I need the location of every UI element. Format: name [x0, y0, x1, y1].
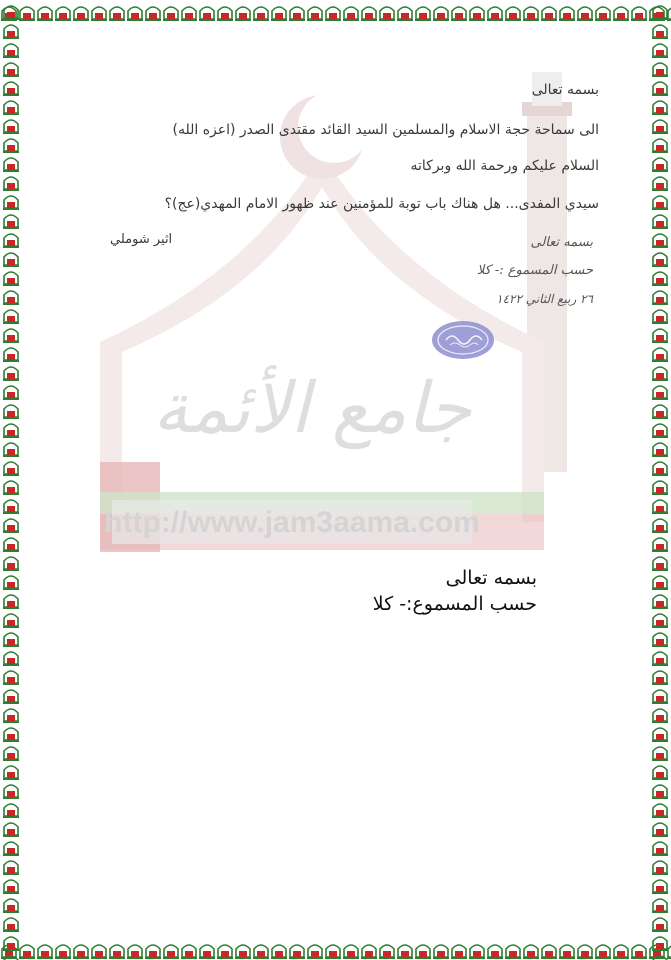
- border-tile: [253, 7, 269, 21]
- border-tile: [3, 177, 19, 191]
- border-tile: [199, 7, 215, 21]
- border-tile: [37, 7, 53, 21]
- border-tile: [307, 7, 323, 21]
- border-tile: [271, 945, 287, 959]
- border-tile: [652, 500, 668, 514]
- border-tile: [343, 945, 359, 959]
- border-tile: [469, 7, 485, 21]
- letter-sender: اثير شوملي: [110, 232, 173, 247]
- border-tile: [541, 7, 557, 21]
- border-tile: [652, 82, 668, 96]
- border-tile: [217, 945, 233, 959]
- border-tile: [652, 880, 668, 894]
- border-tile: [3, 519, 19, 533]
- border-tile: [109, 945, 125, 959]
- border-tile: [3, 576, 19, 590]
- border-tile: [127, 7, 143, 21]
- border-tile: [217, 7, 233, 21]
- border-tile: [3, 196, 19, 210]
- border-tile: [343, 7, 359, 21]
- watermark-calligraphy: جامع الأئمة: [152, 367, 472, 449]
- border-tile: [652, 405, 668, 419]
- border-tile: [3, 823, 19, 837]
- border-tile: [91, 945, 107, 959]
- border-tile: [652, 386, 668, 400]
- border-tile: [652, 766, 668, 780]
- border-tile: [652, 158, 668, 172]
- border-tile: [652, 63, 668, 77]
- border-tile: [613, 945, 629, 959]
- border-tile: [235, 7, 251, 21]
- border-tile: [3, 614, 19, 628]
- border-tile: [3, 671, 19, 685]
- border-tile: [3, 25, 19, 39]
- typed-answer: حسب المسموع:- كلا: [372, 593, 537, 615]
- border-tile: [523, 7, 539, 21]
- border-tile: [397, 7, 413, 21]
- border-tile: [652, 196, 668, 210]
- border-tile: [652, 6, 668, 20]
- border-tile: [595, 945, 611, 959]
- border-tile: [289, 7, 305, 21]
- border-tile: [652, 595, 668, 609]
- border-tile: [652, 899, 668, 913]
- border-tile: [3, 557, 19, 571]
- border-tile: [652, 139, 668, 153]
- border-tile: [652, 424, 668, 438]
- border-tile: [559, 7, 575, 21]
- border-tile: [3, 329, 19, 343]
- border-tile: [631, 945, 647, 959]
- border-tile: [55, 7, 71, 21]
- border-tile: [379, 7, 395, 21]
- border-tile: [652, 614, 668, 628]
- border-tile: [3, 595, 19, 609]
- border-tile: [652, 234, 668, 248]
- border-tile: [361, 945, 377, 959]
- border-tile: [652, 842, 668, 856]
- letter-question: سيدي المفدى... هل هناك باب توبة للمؤمنين عند ظهور الامام المهدي(عج)؟: [164, 196, 599, 212]
- border-tile: [289, 945, 305, 959]
- border-tile: [577, 945, 593, 959]
- border-tile: [652, 367, 668, 381]
- border-tile: [181, 7, 197, 21]
- border-tile: [145, 945, 161, 959]
- border-tile: [505, 945, 521, 959]
- border-tile: [3, 158, 19, 172]
- border-tile: [3, 538, 19, 552]
- border-tile: [652, 44, 668, 58]
- border-tile: [652, 215, 668, 229]
- border-tile: [3, 899, 19, 913]
- border-tile: [3, 386, 19, 400]
- border-tile: [652, 519, 668, 533]
- border-tile: [3, 766, 19, 780]
- border-tile: [361, 7, 377, 21]
- border-tile: [91, 7, 107, 21]
- border-tile: [652, 918, 668, 932]
- border-tile: [3, 500, 19, 514]
- border-tile: [652, 709, 668, 723]
- border-tile: [55, 945, 71, 959]
- border-tile: [3, 44, 19, 58]
- border-tile: [652, 291, 668, 305]
- border-tile: [652, 937, 668, 951]
- border-tile: [652, 804, 668, 818]
- border-tile: [325, 945, 341, 959]
- border-tile: [379, 945, 395, 959]
- border-tile: [199, 945, 215, 959]
- border-tile: [325, 7, 341, 21]
- border-tile: [3, 728, 19, 742]
- border-tile: [652, 25, 668, 39]
- border-tile: [652, 823, 668, 837]
- border-top-pattern: [0, 0, 671, 22]
- border-tile: [3, 291, 19, 305]
- border-tile: [397, 945, 413, 959]
- border-tile: [3, 367, 19, 381]
- border-tile: [505, 7, 521, 21]
- border-tile: [451, 7, 467, 21]
- border-tile: [3, 918, 19, 932]
- border-tile: [631, 7, 647, 21]
- border-tile: [3, 956, 19, 960]
- border-tile: [541, 945, 557, 959]
- border-tile: [3, 937, 19, 951]
- border-tile: [145, 7, 161, 21]
- border-tile: [652, 652, 668, 666]
- border-tile: [652, 538, 668, 552]
- border-tile: [652, 861, 668, 875]
- border-tile: [163, 945, 179, 959]
- border-tile: [415, 7, 431, 21]
- border-tile: [652, 785, 668, 799]
- border-tile: [652, 956, 668, 960]
- border-bottom-pattern: [0, 938, 671, 960]
- border-tile: [3, 842, 19, 856]
- border-tile: [652, 557, 668, 571]
- border-tile: [3, 101, 19, 115]
- border-tile: [469, 945, 485, 959]
- border-tile: [652, 272, 668, 286]
- border-tile: [595, 7, 611, 21]
- border-tile: [3, 405, 19, 419]
- border-tile: [3, 747, 19, 761]
- border-tile: [3, 443, 19, 457]
- border-tile: [253, 945, 269, 959]
- border-tile: [307, 945, 323, 959]
- border-tile: [652, 329, 668, 343]
- border-tile: [652, 481, 668, 495]
- border-tile: [652, 443, 668, 457]
- border-tile: [109, 7, 125, 21]
- border-tile: [73, 945, 89, 959]
- border-tile: [652, 671, 668, 685]
- border-tile: [559, 945, 575, 959]
- border-tile: [3, 272, 19, 286]
- letter-page: [22, 22, 649, 938]
- border-tile: [433, 945, 449, 959]
- border-tile: [3, 633, 19, 647]
- border-tile: [433, 7, 449, 21]
- border-tile: [73, 7, 89, 21]
- border-tile: [3, 234, 19, 248]
- border-tile: [3, 6, 19, 20]
- border-tile: [487, 945, 503, 959]
- seal-stamp-icon: [430, 318, 496, 362]
- border-tile: [37, 945, 53, 959]
- border-tile: [3, 82, 19, 96]
- letter-basmala: بسمه تعالى: [531, 82, 599, 98]
- border-tile: [577, 7, 593, 21]
- border-tile: [652, 462, 668, 476]
- border-tile: [652, 310, 668, 324]
- border-tile: [3, 139, 19, 153]
- border-tile: [235, 945, 251, 959]
- border-left-pattern: [0, 0, 22, 960]
- border-tile: [652, 177, 668, 191]
- border-tile: [3, 861, 19, 875]
- border-tile: [3, 785, 19, 799]
- letter-greeting: السلام عليكم ورحمة الله وبركاته: [410, 158, 599, 174]
- border-tile: [3, 804, 19, 818]
- border-tile: [652, 690, 668, 704]
- border-tile: [3, 481, 19, 495]
- border-tile: [652, 101, 668, 115]
- watermark-url: http://www.jam3aama.com: [104, 506, 480, 539]
- border-tile: [652, 633, 668, 647]
- border-tile: [487, 7, 503, 21]
- border-tile: [3, 880, 19, 894]
- border-tile: [415, 945, 431, 959]
- border-tile: [652, 348, 668, 362]
- border-tile: [652, 120, 668, 134]
- handwritten-basmala: بسمه تعالى: [530, 235, 593, 250]
- handwritten-date: ٢٦ ربيع الثاني ١٤٢٢: [496, 292, 593, 306]
- border-tile: [3, 310, 19, 324]
- border-tile: [163, 7, 179, 21]
- border-tile: [3, 709, 19, 723]
- border-tile: [652, 747, 668, 761]
- letter-addressee: الى سماحة حجة الاسلام والمسلمين السيد القائد مقتدى الصدر (اعزه الله): [172, 122, 599, 138]
- border-tile: [271, 7, 287, 21]
- border-tile: [3, 348, 19, 362]
- border-tile: [652, 576, 668, 590]
- border-tile: [181, 945, 197, 959]
- typed-basmala: بسمه تعالى: [445, 567, 537, 589]
- border-tile: [3, 120, 19, 134]
- border-tile: [613, 7, 629, 21]
- handwritten-answer: حسب المسموع :- كلا: [476, 263, 593, 278]
- border-tile: [3, 253, 19, 267]
- border-tile: [3, 63, 19, 77]
- border-tile: [3, 462, 19, 476]
- border-tile: [3, 690, 19, 704]
- border-tile: [523, 945, 539, 959]
- border-tile: [451, 945, 467, 959]
- border-tile: [3, 215, 19, 229]
- border-right-pattern: [649, 0, 671, 960]
- border-tile: [3, 652, 19, 666]
- border-tile: [127, 945, 143, 959]
- border-tile: [652, 253, 668, 267]
- border-tile: [3, 424, 19, 438]
- border-tile: [652, 728, 668, 742]
